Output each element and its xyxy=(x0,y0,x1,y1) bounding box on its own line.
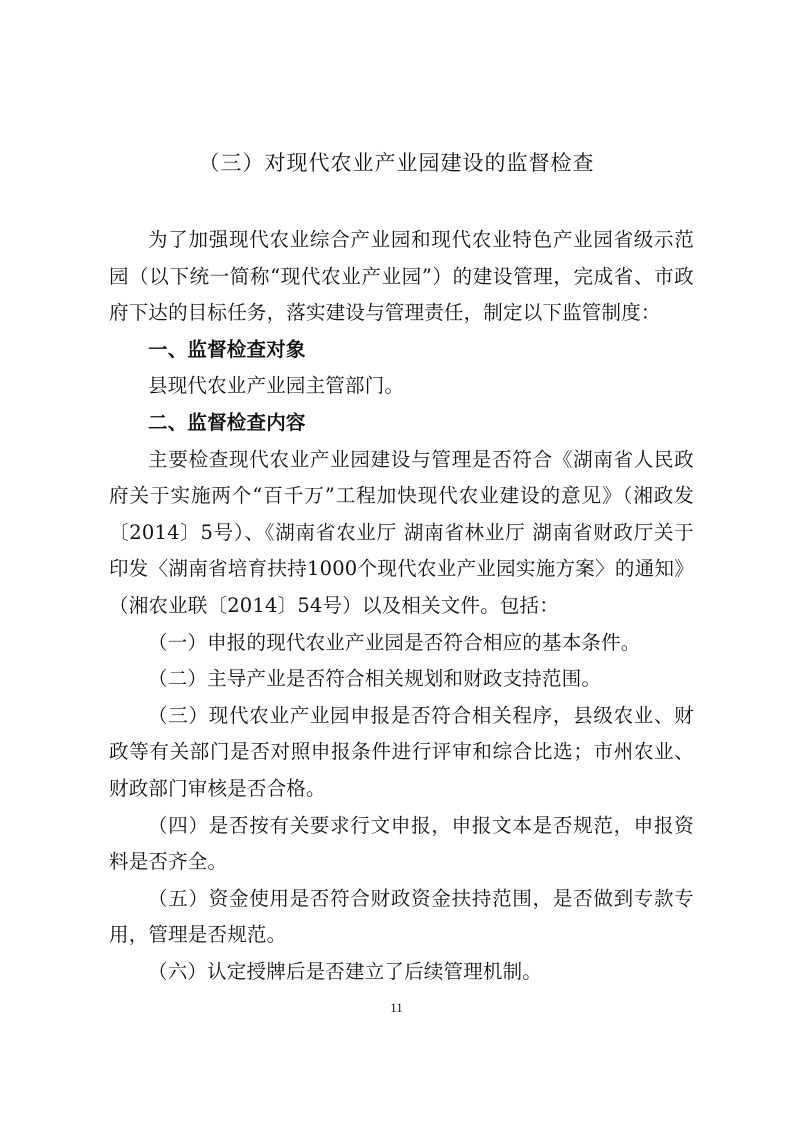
list-item-4: （四）是否按有关要求行文申报，申报文本是否规范，申报资料是否齐全。 xyxy=(109,813,694,874)
page-number: 11 xyxy=(390,1000,403,1015)
document-title: （三）对现代农业产业园建设的监督检查 xyxy=(198,151,595,175)
section-heading-inspection-content: 二、监督检查内容 xyxy=(148,410,306,434)
list-item-1: （一）申报的现代农业产业园是否符合相应的基本条件。 xyxy=(148,630,641,654)
document-body xyxy=(109,222,694,990)
list-item-2: （二）主导产业是否符合相关规划和财政支持范围。 xyxy=(148,667,602,691)
list-item-3: （三）现代农业产业园申报是否符合相关程序，县级农业、财政等有关部门是否对照申报条件进行评审和综合比选；市州农业、财政部门审核是否合格。 xyxy=(109,703,694,800)
list-item-6: （六）认定授牌后是否建立了后续管理机制。 xyxy=(148,959,543,983)
inspection-content-paragraph: 主要检查现代农业产业园建设与管理是否符合《湖南省人民政府关于实施两个“百千万”工程加快现代农业建设的意见》（湘政发〔2014〕5号）、《湖南省农业厅 湖南省林业厅 湖南省财政厅关于印发〈湖南省培育扶持1000个现代农业产业园实施方案〉的通知》（湘农业联〔2014〕54号）以及相关文件。包括： xyxy=(109,447,694,617)
intro-paragraph: 为了加强现代农业综合产业园和现代农业特色产业园省级示范园（以下统一简称“现代农业产业园”）的建设管理，完成省、市政府下达的目标任务，落实建设与管理责任，制定以下监管制度： xyxy=(109,228,694,325)
list-item-5: （五）资金使用是否符合财政资金扶持范围，是否做到专款专用，管理是否规范。 xyxy=(109,886,694,947)
inspection-target-paragraph: 县现代农业产业园主管部门。 xyxy=(148,374,405,398)
section-heading-inspection-target: 一、监督检查对象 xyxy=(148,337,306,361)
